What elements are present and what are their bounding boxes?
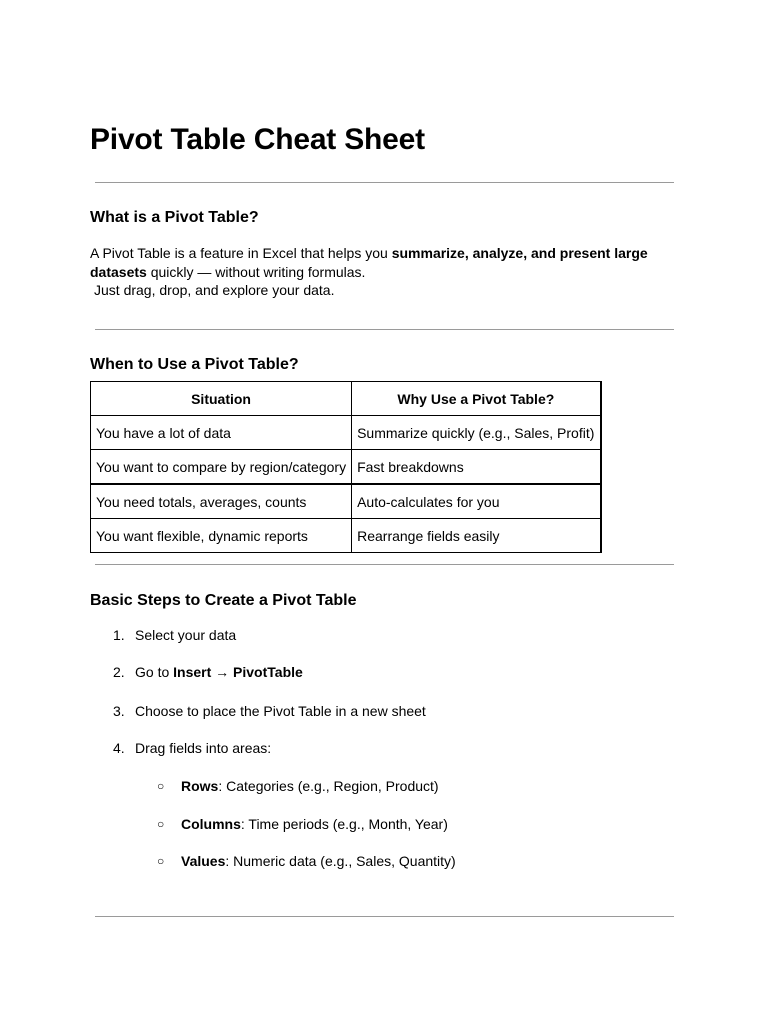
field-description: : Time periods (e.g., Month, Year) [240, 816, 448, 832]
usage-table [90, 381, 602, 553]
table-header-why: Why Use a Pivot Table? [352, 382, 601, 416]
table-cell: You want to compare by region/category [91, 450, 352, 485]
list-number: 3. [113, 703, 125, 719]
circle-bullet-icon: ○ [157, 854, 165, 868]
section-heading-steps: Basic Steps to Create a Pivot Table [90, 592, 357, 609]
field-description: : Numeric data (e.g., Sales, Quantity) [225, 853, 456, 869]
divider [95, 182, 674, 183]
table-row [91, 519, 601, 553]
field-name: Values [181, 853, 226, 869]
sub-list-text [181, 777, 439, 795]
field-name: Rows [181, 778, 219, 794]
intro-line-2: Just drag, drop, and explore your data. [94, 282, 335, 298]
circle-bullet-icon: ○ [157, 779, 165, 793]
sub-list-text [181, 852, 456, 870]
list-text: Select your data [135, 627, 237, 643]
table-cell: Summarize quickly (e.g., Sales, Profit) [352, 416, 601, 450]
divider [95, 329, 674, 330]
list-text-bold: Insert → PivotTable [173, 664, 303, 680]
list-number: 4. [113, 740, 125, 756]
intro-paragraph [90, 244, 670, 300]
table-row [91, 416, 601, 450]
list-number: 1. [113, 627, 125, 643]
list-text [135, 663, 303, 681]
divider [95, 564, 674, 565]
divider [95, 916, 674, 917]
list-number: 2. [113, 664, 125, 680]
list-text: Drag fields into areas: [135, 740, 272, 756]
page-title: Pivot Table Cheat Sheet [90, 123, 425, 156]
table-row [91, 450, 601, 485]
intro-text-end: quickly — without writing formulas. [146, 263, 366, 280]
table-cell: You need totals, averages, counts [91, 484, 352, 519]
table-cell: Rearrange fields easily [352, 519, 601, 553]
intro-text-bold: summarize, analyze, and present large datasets [90, 245, 648, 280]
sub-list-text [181, 815, 448, 833]
section-heading-what: What is a Pivot Table? [90, 209, 259, 226]
list-text: Choose to place the Pivot Table in a new sheet [135, 703, 426, 719]
table-row [91, 484, 601, 519]
table-header-row [91, 382, 601, 416]
table-cell: You want flexible, dynamic reports [91, 519, 352, 553]
intro-text-start: A Pivot Table is a feature in Excel that helps you [90, 245, 392, 261]
table-cell: Auto-calculates for you [352, 484, 601, 519]
table-cell: Fast breakdowns [352, 450, 601, 485]
field-description: : Categories (e.g., Region, Product) [218, 778, 439, 794]
field-name: Columns [181, 816, 241, 832]
circle-bullet-icon: ○ [157, 817, 165, 831]
section-heading-when: When to Use a Pivot Table? [90, 356, 299, 373]
table-header-situation: Situation [91, 382, 352, 416]
table-cell: You have a lot of data [91, 416, 352, 450]
list-text-start: Go to [135, 664, 174, 680]
